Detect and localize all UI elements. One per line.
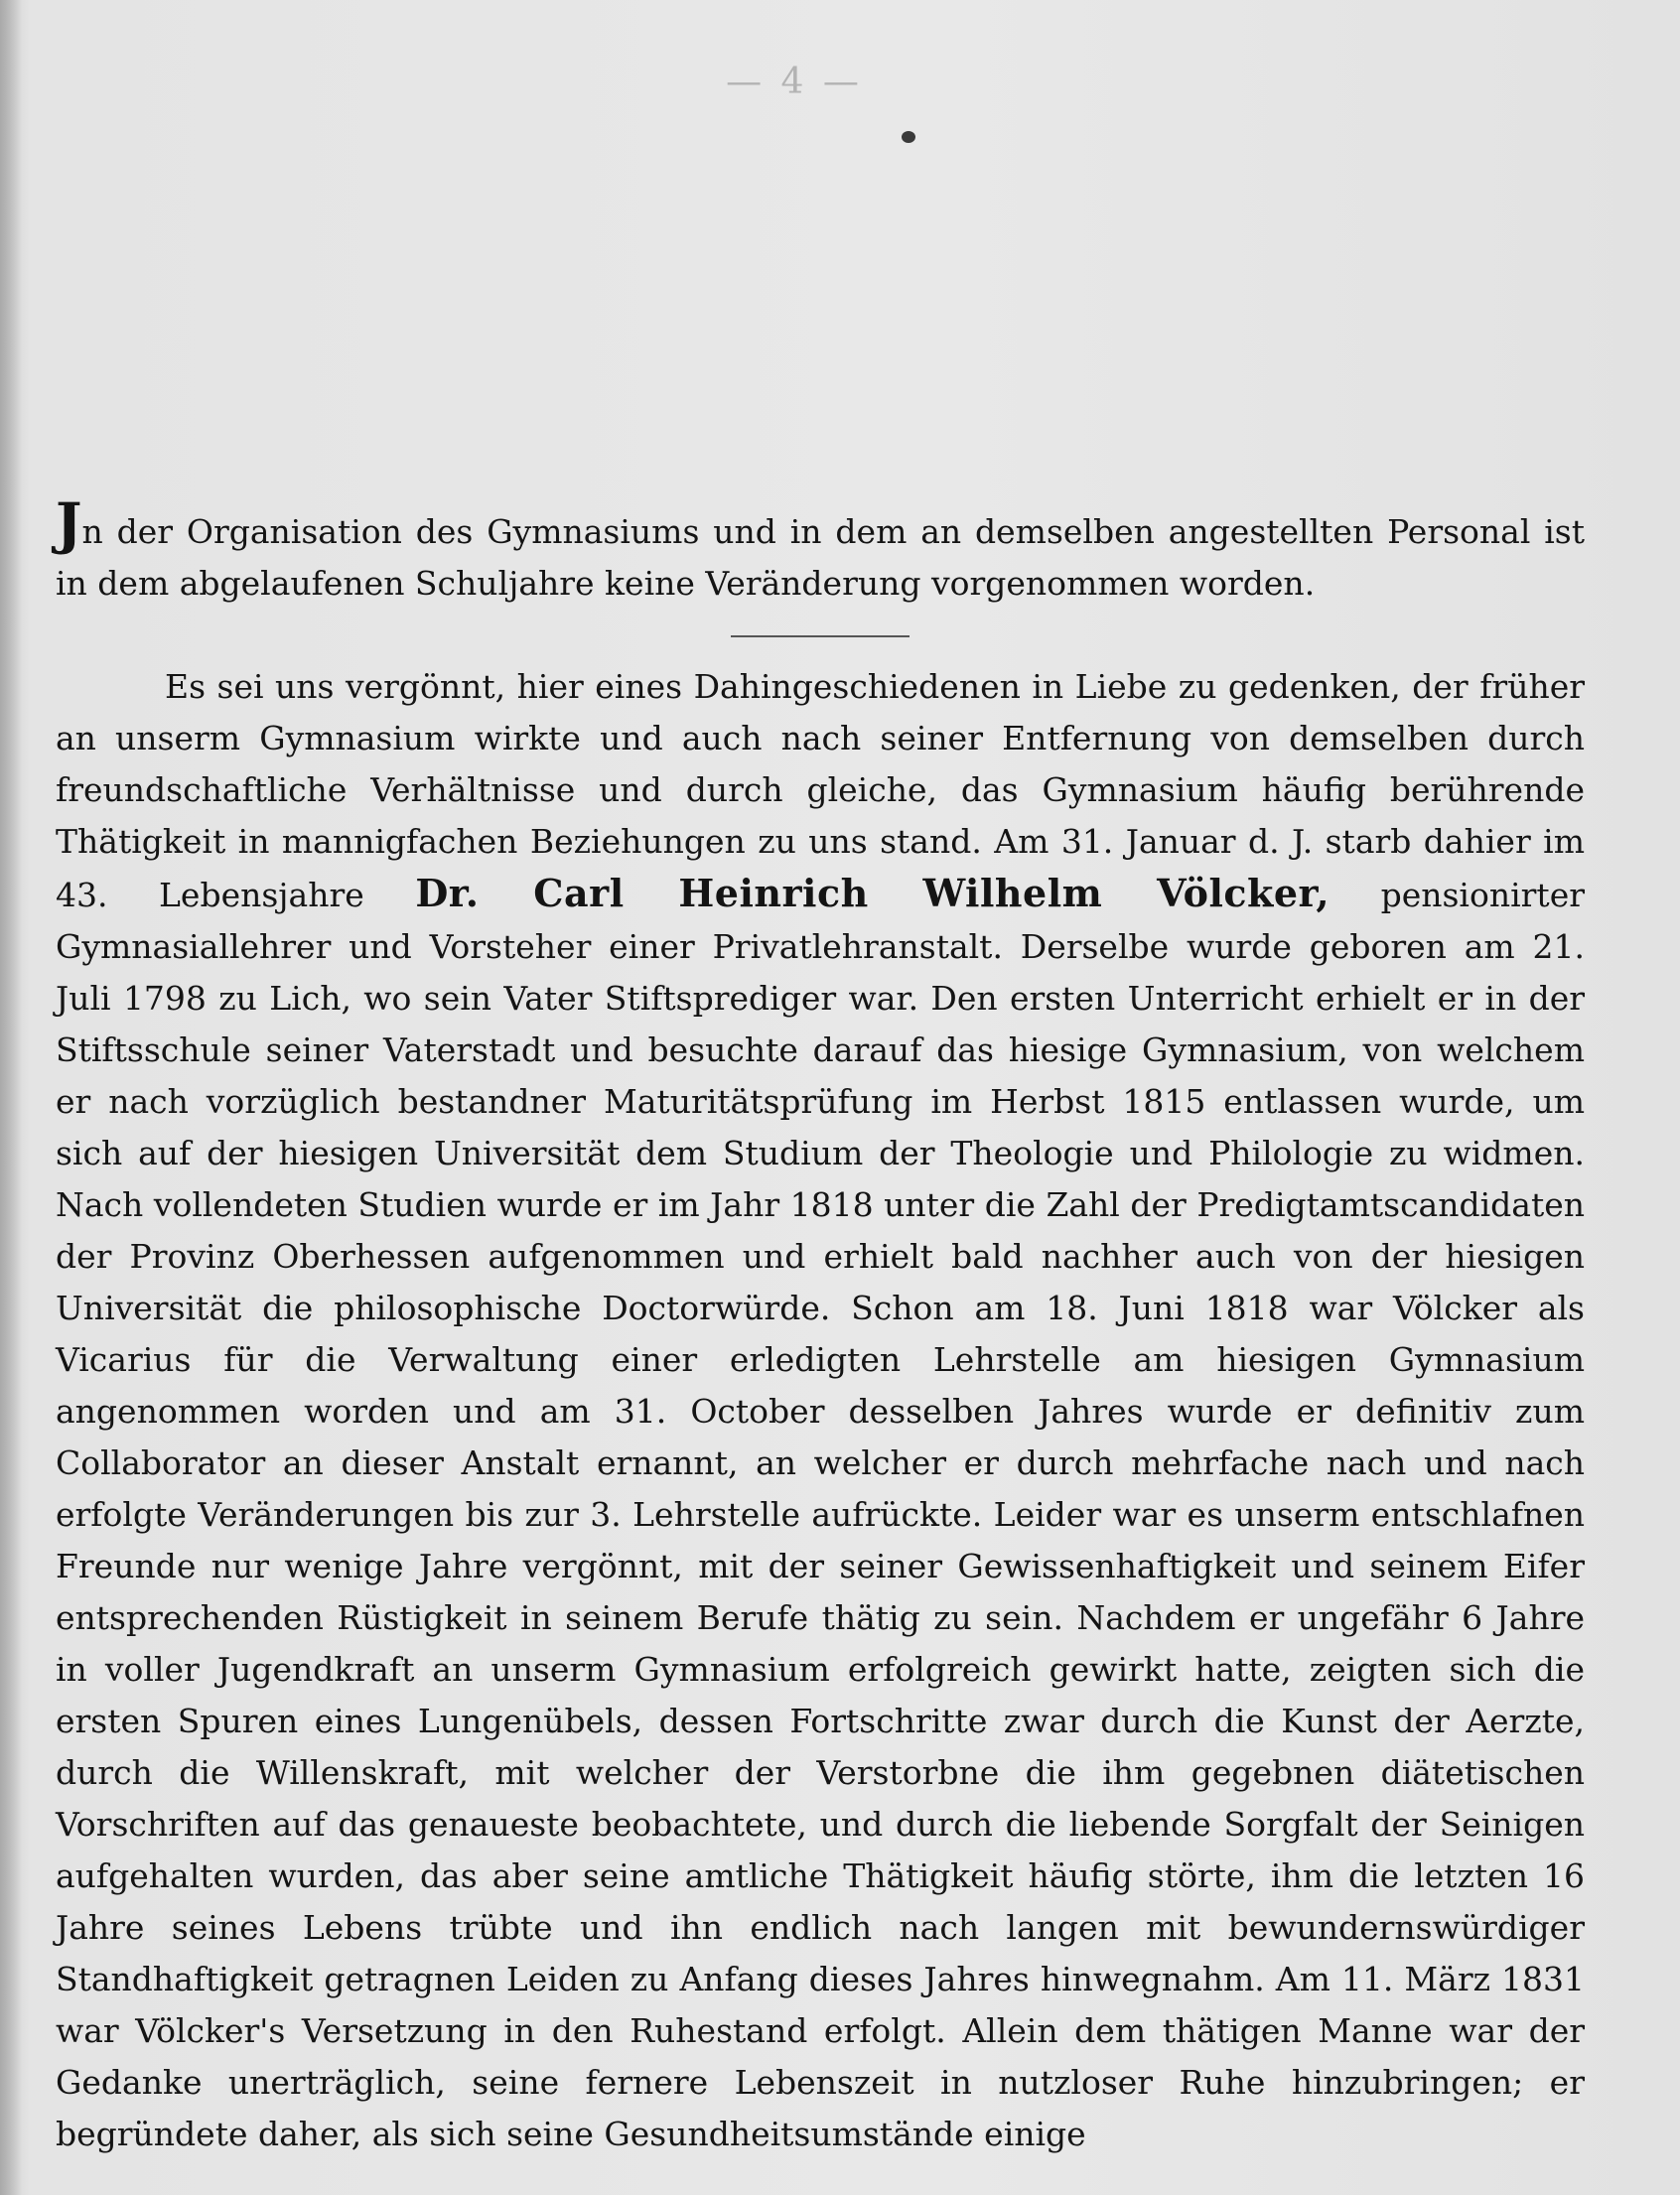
paragraph-organisation	[56, 491, 1585, 610]
obituary-text-after-name: pensionirter Gymnasiallehrer und Vorsteher einer Privatlehranstalt. Derselbe wurde geboren am 21. Juli 1798 zu Lich, wo sein Vater Stiftsprediger war. Den ersten Unterricht erhielt er in der Stiftsschule seiner Vaterstadt und besuchte darauf das hiesige Gymnasium, von welchem er nach vorzüglich bestandner Maturitätsprüfung im Herbst 1815 entlassen wurde, um sich auf der hiesigen Universität dem Studium der Theologie und Philologie zu widmen. Nach vollendeten Studien wurde er im Jahr 1818 unter die Zahl der Predigtamtscandidaten der Provinz Oberhessen aufgenommen und erhielt bald nachher auch von der hiesigen Universität die philosophische Doctorwürde. Schon am 18. Juni 1818 war Völcker als Vicarius für die Verwaltung einer erledigten Lehrstelle am hiesigen Gymnasium angenommen worden und am 31. October desselben Jahres wurde er definitiv zum Collaborator an dieser Anstalt ernannt, an welcher er durch mehrfache nach und nach erfolgte Veränderungen bis zur 3. Lehrstelle aufrückte. Leider war es unserm entschlafnen Freunde nur wenige Jahre vergönnt, mit der seiner Gewissenhaftigkeit und seinem Eifer entsprechenden Rüstigkeit in seinem Berufe thätig zu sein. Nachdem er ungefähr 6 Jahre in voller Jugendkraft an unserm Gymnasium erfolgreich gewirkt hatte, zeigten sich die ersten Spuren eines Lungenübels, dessen Fortschritte zwar durch die Kunst der Aerzte, durch die Willenskraft, mit welcher der Verstorbne die ihm gegebnen diätetischen Vorschriften auf das genaueste beobachtete, und durch die liebende Sorgfalt der Seinigen aufgehalten wurden, das aber seine amtliche Thätigkeit häufig störte, ihm die letzten 16 Jahre seines Lebens trübte und ihn endlich nach langen mit bewundernswürdiger Standhaftigkeit getragnen Leiden zu Anfang dieses Jahres hinwegnahm. Am 11. März 1831 war Völcker's Versetzung in den Ruhestand erfolgt. Allein dem thätigen Manne war der Gedanke unerträglich, seine fernere Lebenszeit in nutzloser Ruhe hinzubringen; er begründete daher, als sich seine Gesundheitsumstände einige	[56, 876, 1585, 2153]
section-divider	[731, 635, 910, 637]
obituary-name: Dr. Carl Heinrich Wilhelm Völcker,	[415, 871, 1330, 915]
page-number: — 4 —	[726, 62, 863, 102]
body-text	[56, 491, 1585, 2160]
drop-initial: J	[56, 491, 82, 557]
obituary-text-before-name: Es sei uns vergönnt, hier eines Dahingeschiedenen in Liebe zu gedenken, der früher an unserm Gymnasium wirkte und auch nach seiner Entfernung von demselben durch freundschaftliche Verhältnisse und durch gleiche, das Gymnasium häufig berührende Thätigkeit in mannigfachen Beziehungen zu uns stand. Am 31. Januar d. J. starb dahier im 43. Lebensjahre	[56, 667, 1585, 914]
ink-dot	[902, 131, 915, 143]
page-gutter-shadow	[0, 0, 22, 2195]
paragraph-obituary	[56, 661, 1585, 2160]
paragraph-organisation-text: n der Organisation des Gymnasiums und in dem an demselben angestellten Personal ist in dem abgelaufenen Schuljahre keine Veränderung vorgenommen worden.	[56, 512, 1585, 603]
